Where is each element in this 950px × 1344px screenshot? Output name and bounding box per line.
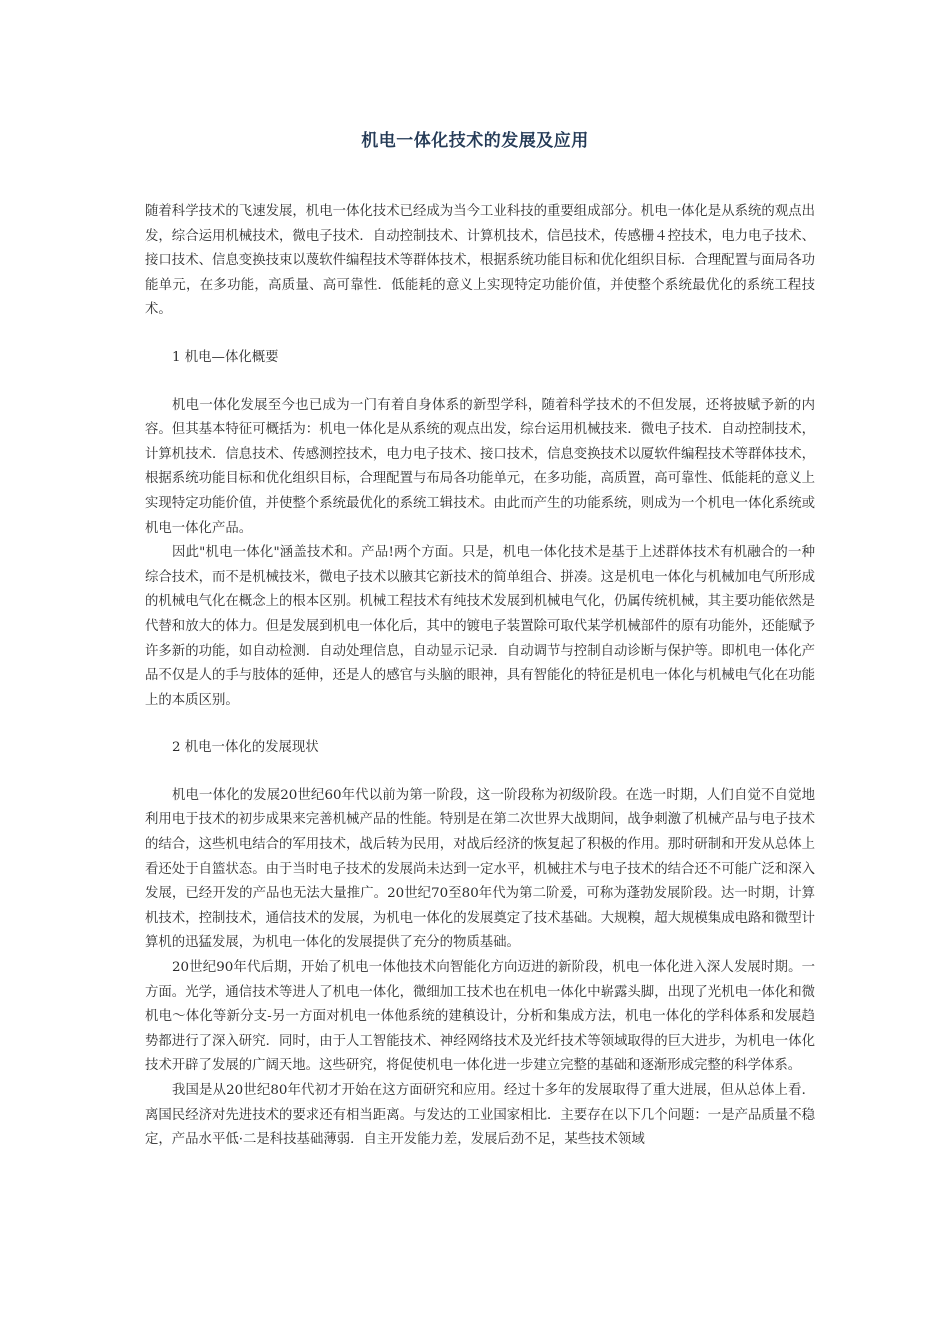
section-2-paragraph-2: 20世纪90年代后期，开始了机电一体他技术向智能化方向迈进的新阶段，机电一体化进入深人发展时期。一方面。光学，通信技术等进人了机电一体化，微细加工技术也在机电一体化中崭露头脚，出现了光机电一体化和微机电～体化等新分支-另一方面对机电一体他系统的建稹设计，分析和集成方法，机电一体化的学科体系和发展趋势都进行了深入研究．同时，由于人工智能技术、神经网络技术及光纤技术等领域取得的巨大进步，为机电一体化技术开辟了发展的广阔天地。这些研究，将促使机电一体化进一步建立完整的基础和逐渐形成完整的科学体系。 <box>145 960 815 1074</box>
section-2-heading: 2 机电一体化的发展现状 <box>172 740 319 756</box>
section-1-heading: 1 机电—体化概要 <box>172 349 279 365</box>
document-title: 机电一体化技术的发展及应用 <box>361 131 589 151</box>
section-2-paragraph-1: 机电一体化的发展20世纪60年代以前为第一阶段，这一阶段称为初级阶段。在选一时期，人们自觉不自觉地利用电于技术的初步成果来完善机械产品的性能。特别是在第二次世界大战期间，战争刺激了机械产品与电子技术的结合，这些机电结合的军用技术，战后转为民用，对战后经济的恢复起了积极的作用。那时研制和开发从总体上看还处于自篮状态。由于当时电子技术的发展尚未达到一定水平，机械拄术与电子技术的结合还不可能广泛和深入发展，已经开发的产品也无法大量推广。20世纪70至80年代为第二阶爰，可称为蓬勃发展阶段。达一时期，计算机技术，控制技术，通信技术的发展，为机电一体化的发展奠定了技术基础。大规糗，超大规模集成电路和微型计算机的迅猛发展，为机电一体化的发展提供了充分的物质基础。 <box>145 787 815 951</box>
section-2-paragraph-3: 我国是从20世纪80年代初才开始在这方面研究和应用。经过十多年的发展取得了重大进展，但从总体上看．离国民经济对先进技术的要求还有相当距离。与发达的工业国家相比．主要存在以下几个问题：一是产品质量不稳定，产品水平低·二是科技基础薄弱．自主开发能力差，发展后劲不足，某些技术领域 <box>145 1083 815 1148</box>
document-body <box>145 200 815 1153</box>
section-1-paragraph-1: 机电一体化发展至今也已成为一门有着自身体系的新型学科，随着科学技术的不但发展，还将披赋予新的内容。但其基本特征可概括为：机电一体化是从系统的观点出发，综台运用机械技来．微电子技术．自动控制技术，计算机技术．信息技术、传感测控技术，电力电子技术、接口技术，信息变换技术以厦软件编程技术等群体技术，根据系统功能目标和优化组织目标，合理配置与布局各功能单元，在多功能，高质置，高可靠性、低能耗的意义上实现特定功能价值，并使整个系统最优化的系统工辑技术。由此而产生的功能系统，则成为一个机电一体化系统或机电一体化产品。 <box>145 397 815 536</box>
section-1-paragraph-2: 因此"机电一体化"涵盖技术和。产品!两个方面。只是，机电一体化技术是基于上述群体技术有机融合的一种综合技术，而不是机械技米，微电子技术以腋其它新技术的简单组合、拼凑。这是机电一体化与机械加电气所形成的机械电气化在概念上的根本区别。机械工程技术有纯技术发展到机械电气化，仍属传统机械，其主要功能依然是代替和放大的体力。但是发展到机电一体化后，其中的镀电子装置除可取代某学机械部件的原有功能外，还能赋予许多新的功能，如自动检测．自动处理信息，自动显示记录．自动调节与控制自动诊断与保护等。即机电一体化产品不仅是人的手与肢体的延伸，还是人的感官与头脑的眼神，具有智能化的特征是机电一体化与机械电气化在功能上的本质区别。 <box>145 545 815 708</box>
intro-paragraph: 随着科学技术的飞速发展，机电一体化技术已经成为当今工业科技的重要组成部分。机电一体化是从系统的观点出发，综合运用机械技术，微电子技术．自动控制技术、计算机技术，信邑技术，传感栅４控技术，电力电子技术、接口技术、信息变换技束以蔑软件编程技术等群体技术，根据系统功能目标和优化组织目标．合理配置与面局各功能单元，在多功能，高质量、高可靠性．低能耗的意义上实现特定功能价值，并使整个系统最优化的系统工程技术。 <box>145 204 815 318</box>
